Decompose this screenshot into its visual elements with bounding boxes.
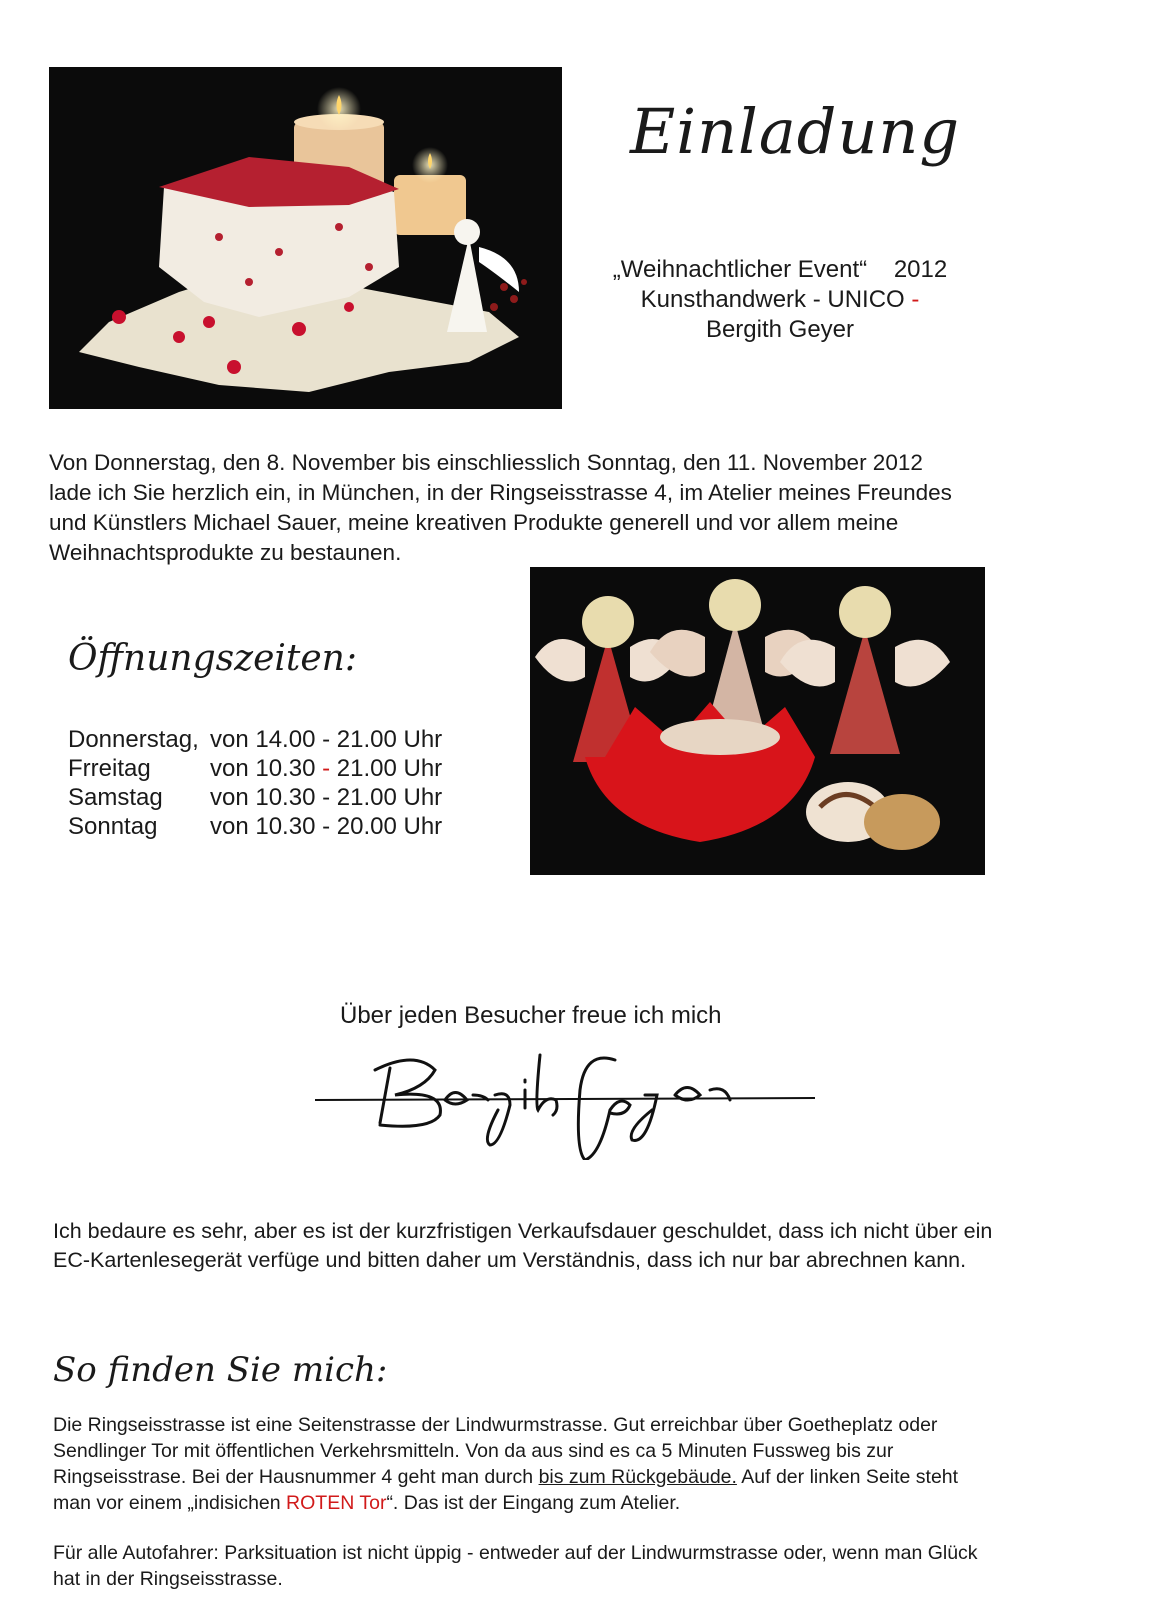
hours-time: von 10.30 - 21.00 Uhr <box>210 755 443 782</box>
directions-text <box>53 1412 1143 1516</box>
invitation-title: Einladung <box>630 95 961 168</box>
opening-hours-table <box>68 726 442 842</box>
candles-illustration <box>49 67 562 409</box>
car-directions <box>53 1540 1143 1592</box>
greeting-text: Über jeden Besucher freue ich mich <box>340 1002 722 1029</box>
hours-time: von 14.00 - 21.00 Uhr <box>210 726 443 753</box>
event-line-2 <box>580 285 980 315</box>
event-line-1 <box>580 255 980 285</box>
notice-line: EC-Kartenlesegerät verfüge und bitten daher um Verständnis, dass ich nur bar abrechnen kann. <box>53 1248 967 1272</box>
hours-day: Samstag <box>68 784 163 811</box>
hours-row <box>68 755 442 784</box>
red-gate-text: ROTEN Tor <box>286 1492 387 1514</box>
signature-drawing <box>315 1040 815 1160</box>
hours-day: Frreitag <box>68 755 151 782</box>
event-dash: - <box>911 286 920 313</box>
event-year: 2012 <box>893 256 948 283</box>
event-line-3: Bergith Geyer <box>705 316 855 343</box>
directions-line: Sendlinger Tor mit öffentlichen Verkehrsmitteln. Von da aus sind es ca 5 Minuten Fussweg bis zur <box>53 1440 894 1462</box>
hours-time: von 10.30 - 20.00 Uhr <box>210 813 443 840</box>
event-name: „Weihnachtlicher Event“ <box>612 256 868 283</box>
hours-day: Donnerstag, <box>68 726 199 753</box>
directions-line: Ringseisstrase. Bei der Hausnummer 4 geht man durch bis zum Rückgebäude. Auf der linken Seite steht <box>53 1466 959 1488</box>
intro-line: Weihnachtsprodukte zu bestaunen. <box>49 540 402 565</box>
car-line: hat in der Ringseisstrasse. <box>53 1568 283 1590</box>
rueckgebaeude-link[interactable]: bis zum Rückgebäude. <box>538 1466 737 1488</box>
opening-hours-heading: Öffnungszeiten: <box>68 638 357 679</box>
directions-line: Die Ringseisstrasse ist eine Seitenstrasse der Lindwurmstrasse. Gut erreichbar über Goetheplatz oder <box>53 1414 938 1436</box>
hours-row <box>68 726 442 755</box>
candles-photo <box>49 67 562 409</box>
event-heading <box>580 255 980 345</box>
intro-line: lade ich Sie herzlich ein, in München, in der Ringseisstrasse 4, im Atelier meines Freundes <box>49 480 952 505</box>
notice-line: Ich bedaure es sehr, aber es ist der kurzfristigen Verkaufsdauer geschuldet, dass ich nicht über ein <box>53 1219 993 1243</box>
hours-day: Sonntag <box>68 813 158 840</box>
directions-heading: So finden Sie mich: <box>53 1350 388 1390</box>
hours-time: von 10.30 - 21.00 Uhr <box>210 784 443 811</box>
angels-illustration <box>530 567 985 875</box>
intro-paragraph <box>49 448 1129 568</box>
car-line: Für alle Autofahrer: Parksituation ist nicht üppig - entweder auf der Lindwurmstrasse oder, wenn man Glück <box>53 1542 978 1564</box>
intro-line: Von Donnerstag, den 8. November bis einschliesslich Sonntag, den 11. November 2012 <box>49 450 923 475</box>
directions-line: man vor einem „indisichen ROTEN Tor“. Das ist der Eingang zum Atelier. <box>53 1492 681 1514</box>
angels-photo <box>530 567 985 875</box>
event-organizer: Kunsthandwerk - UNICO <box>640 286 905 313</box>
signature <box>315 1040 815 1160</box>
hours-row <box>68 813 442 842</box>
intro-line: und Künstlers Michael Sauer, meine kreativen Produkte generell und vor allem meine <box>49 510 899 535</box>
payment-notice <box>53 1217 1143 1275</box>
hours-row <box>68 784 442 813</box>
